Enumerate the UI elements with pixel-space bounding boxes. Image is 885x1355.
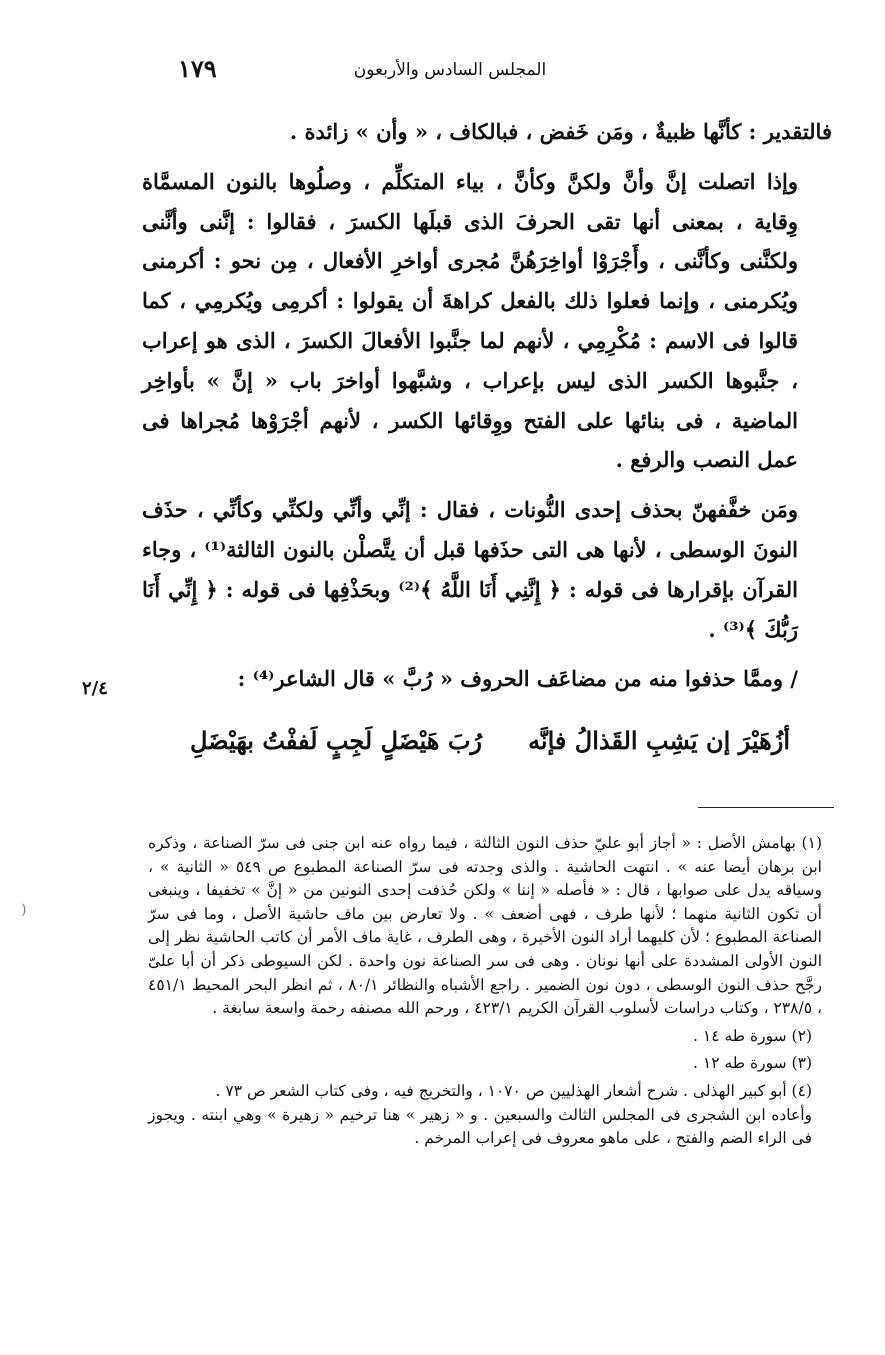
paragraph-1: فالتقدير : كأنَّها ظبيةٌ ، ومَن خَفض ، فبالكاف ، « وأن » زائدة . — [289, 119, 832, 144]
poem-verse — [190, 726, 790, 770]
footnote-3: (٣) سورة طه ١٢ . — [693, 1054, 812, 1073]
page-number: ١٧٩ — [178, 54, 217, 83]
footnote-4-continued: وأعاده ابن الشجرى فى المجلس الثالث والسبعين . و « زهير » هنا ترخيم « زهيرة » وهي ابنته . ويجوز فى الراء الضم والفتح ، على ماهو معروف فى إعراب المرخم . — [148, 1105, 812, 1148]
stray-mark: ) — [21, 902, 27, 918]
page-header — [150, 54, 750, 90]
paragraph-2: وإذا اتصلت إنَّ وأنَّ ولكنَّ وكأنَّ ، بياء المتكلِّم ، وصلُوها بالنون المسمَّاة وِقاية ، بمعنى أنها تقى الحرفَ الذى قبلَها الكسرَ ، فقالوا : إنَّنى وأنَّنى ولكنَّنى وكأنَّنى ، وأَجْرَوْا أواخِرَهُنَّ مُجرى أواخرِ الأفعال ، مِن نحو : أكرمنى ويُكرمنى ، وإنما فعلوا ذلك بالفعل كراهةَ أن يقولوا : أكرمِى ويُكرمِي ، كما قالوا فى الاسم : مُكْرِمِي ، لأنهم لما جنَّبوا الأفعالَ الكسرَ ، الذى هو إعراب ، جنَّبوها الكسر الذى ليس بإعراب ، وشبَّهوا أواخرَ باب « إنَّ » بأواخِر الماضية ، فى بنائها على الفتح ووِقائها الكسر ، لأنهم أجْرَوْها مُجراها فى عمل النصب والرفع . — [142, 168, 798, 473]
main-text — [142, 112, 832, 699]
footnote-4: (٤) أبو كبير الهذلى . شرح أشعار الهذليين ص ١٠٧٠ ، والتخريج فيه ، وفى كتاب الشعر ص ٧٣ . — [215, 1081, 812, 1100]
paragraph-3: ومَن خفَّفهنّ بحذف إحدى النُّونات ، فقال : إنِّي وأنِّي ولكنِّي وكأنِّي ، حذَف النونَ الوسطى ، لأنها هى التى حذَفها قبل أن يتَّصلْن بالنون الثالثة⁽¹⁾ ، وجاء القرآن بإقرارها فى قوله : ﴿ إِنَّنِي أَنَا اللَّهُ ﴾⁽²⁾ وبحَذْفِها فى قوله : ﴿ إِنِّي أَنَا رَبُّكَ ﴾⁽³⁾ . — [142, 497, 798, 642]
footnote-2: (٢) سورة طه ١٤ . — [693, 1026, 812, 1045]
footnote-separator — [698, 807, 834, 808]
footnotes — [148, 832, 838, 1151]
footnote-1: (١) بهامش الأصل : « أجاز أبو عليّ حذف النون الثالثة ، فيما رواه عنه ابن جنى فى سرّ الصناعة ، وذكره ابن برهان أيضا عنه » . انتهت الحاشية . والذى وجدته فى سرّ الصناعة المطبوع ص ٥٤٩ « الثانية » ، وسياقه يدل على صوابها ، قال : « فأصله « إننا » ولكن حُذفت إحدى النونين من « إنَّ » تخفيفا ، وينبغى أن تكون الثانية منهما ؛ لأنها طرف ، فهى أضعف » . ولا تعارض بين ماف حاشية الأصل ، وما فى سرّ الصناعة المطبوع ؛ لأن كليهما أراد النون الأخيرة ، وهى الطرف ، غاية ماف الأمر أن كاتب الحاشية نظر إلى النون الأولى المشددة على أنها نونان . وهى فى سر الصناعة نون واحدة . لكن السيوطى ذكر أن أبا علىّ رجَّح حذف النون الوسطى ، دون نون الضمير . راجع الأشباه والنظائر ٨٠/١ ، ثم انظر البحر المحيط ٤٥١/١ ، ٢٣٨/٥ ، وكتاب دراسات لأسلوب القرآن الكريم ٤٢٣/١ ، ورحم الله مصنفه رحمة واسعة سابغة . — [148, 834, 822, 1018]
margin-page-reference: ٢/٤ — [82, 678, 108, 699]
verse-second-hemistich: رُبَ هَيْضَلٍ لَجِبٍ لَففْتُ بهَيْضَلِ — [190, 726, 482, 755]
running-title: المجلس السادس والأربعون — [353, 60, 547, 80]
verse-first-hemistich: أزُهَيْرَ إن يَشِبِ القَذالُ فإنَّه — [528, 726, 790, 755]
poetry-intro: / وممَّا حذفوا منه من مضاعَف الحروف « رُبَّ » قال الشاعر⁽⁴⁾ : — [237, 666, 798, 692]
